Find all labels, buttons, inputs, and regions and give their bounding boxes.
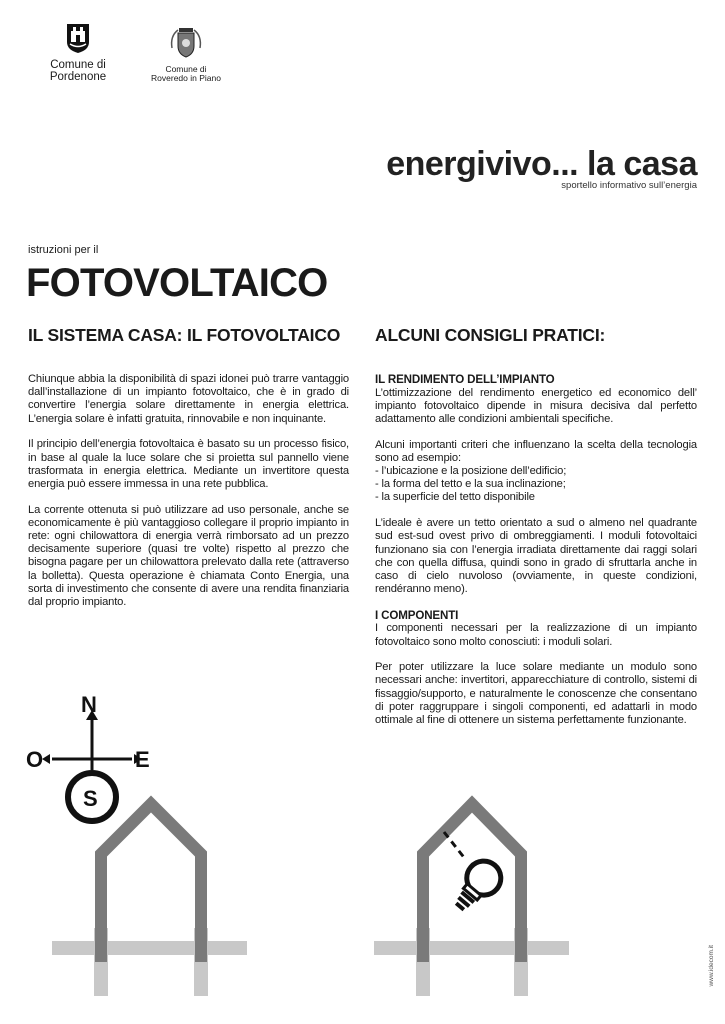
left-paragraph-3: La corrente ottenuta si può utilizzare ad uso personale, anche se economicamente è più vantaggioso collegare il proprio impianto in rete: ogni chilowattora di energia verrà rimborsato ad un prezzo decisamente superiore (quasi tre volte) rispetto al prezzo che bisogna pagare per un chilowattora prelevato dalla rete (attraverso la bolletta). Questa operazione è chiamata Conto Energia, una sorta di investimento che consente di avere una rendita finanziaria dal proprio impianto.	[28, 503, 349, 609]
criteria-item: - l’ubicazione e la posizione dell’edificio;	[375, 465, 567, 478]
left-paragraph-2: Il principio dell’energia fotovoltaica è basato su un processo fisico, in base al quale la luce solare che si proietta sul pannello viene trasformata in energia elettrica. Mediante un invertitore questa energia può essere immessa in una rete pubblica.	[28, 438, 349, 490]
logo-comune-roveredo	[145, 26, 227, 83]
criteria-list	[375, 465, 697, 505]
logo-comune-pordenone	[22, 22, 134, 83]
roveredo-name-line2: Roveredo in Piano	[151, 73, 221, 83]
rendimento-paragraph-2: L’ideale è avere un tetto orientato a sud o almeno nel quadrante sud est-sud ovest privo di ombreggiamenti. I moduli fotovoltaici funzionano sia con l’energia irradiata direttamente dai raggi solari che con quella diffusa, quindi sono in grado di sfruttarla anche in caso di cielo nuvoloso (ovviamente, in queste condizioni, rendéranno meno).	[375, 517, 697, 596]
left-column-heading: IL SISTEMA CASA: IL FOTOVOLTAICO	[28, 325, 341, 345]
compass-e: E	[135, 747, 150, 772]
pordenone-name: Comune di Pordenone	[49, 59, 107, 83]
compass-icon	[26, 692, 150, 821]
house-left-icon	[52, 804, 247, 996]
intro-text: istruzioni per il	[28, 244, 99, 256]
left-column	[28, 373, 349, 622]
brand-subtitle: sportello informativo sull’energia	[561, 180, 697, 191]
criteria-intro: Alcuni importanti criteri che influenzano la scelta della tecnologia sono ad esempio:	[375, 438, 697, 464]
compass-o: O	[26, 747, 44, 772]
componenti-paragraph-1: I componenti necessari per la realizzazione di un impianto fotovoltaico sono molto conosciuti: i moduli solari.	[375, 622, 697, 648]
illustrations	[0, 680, 725, 1024]
brand-title: energivivo... la casa	[386, 145, 697, 183]
roveredo-name-line1: Comune di	[165, 64, 207, 74]
rendimento-heading: IL RENDIMENTO DELL’IMPIANTO	[375, 373, 555, 386]
rendimento-paragraph-1: L’ottimizzazione del rendimento energetico ed economico dell’ impianto fotovoltaico dipende in misura decisiva dal perfetto adattamento alle condizioni ambientali specifiche.	[375, 386, 697, 425]
componenti-paragraph-2: Per poter utilizzare la luce solare mediante un modulo sono necessari anche: invertitori, apparecchiature di controllo, sistemi di fissaggio/supporto, e naturalmente le conoscenze che consentano di poter raggruppare i singoli componenti, ed adattarli in modo ottimale al fine di ottenere un sistema perfettamente funzionante.	[375, 661, 697, 727]
left-paragraph-1: Chiunque abbia la disponibilità di spazi idonei può trarre vantaggio dall’installazione di un impianto fotovoltaico, che è in grado di convertire l’energia solare direttamente in energia elettrica. L’energia solare è infatti gratuita, rinnovabile e non inquinante.	[28, 373, 349, 425]
right-column-heading: ALCUNI CONSIGLI PRATICI:	[375, 325, 606, 345]
compass-n: N	[81, 692, 97, 717]
compass-s: S	[83, 786, 98, 811]
credit-text: www.idecom.it	[708, 945, 715, 987]
lightbulb-icon	[444, 832, 508, 919]
roveredo-crest-icon	[168, 26, 204, 60]
componenti-heading: I COMPONENTI	[375, 608, 459, 622]
pordenone-crest-icon	[65, 22, 91, 54]
criteria-item: - la superficie del tetto disponibile	[375, 491, 535, 504]
page-title: FOTOVOLTAICO	[26, 261, 328, 305]
criteria-item: - la forma del tetto e la sua inclinazione;	[375, 478, 566, 491]
